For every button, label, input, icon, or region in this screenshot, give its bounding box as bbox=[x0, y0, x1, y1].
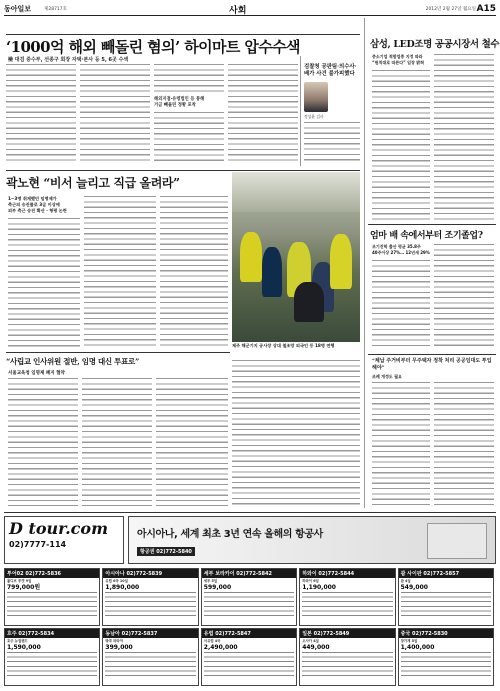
section-rule bbox=[6, 170, 360, 171]
tour-ad-phone: 아시아나 02)772-5839 bbox=[103, 569, 197, 578]
tour-ad-phone: 동남아 02)772-5837 bbox=[103, 629, 197, 638]
tour-ad-price: 1,890,000 bbox=[105, 583, 140, 591]
tour-ad-title: 세부 5일 bbox=[203, 579, 218, 583]
kwak-subhead: 1~3명 취재했던 임명제가 측근의 승진풀로 3급 이상에 외부 측근 승진 확산 · 형평 논란 bbox=[8, 196, 67, 213]
headline-rule bbox=[6, 34, 360, 35]
tour-ad-phone: 투어02 02)772-5836 bbox=[5, 569, 99, 578]
tour-ad-details bbox=[105, 652, 195, 678]
tour-ad-price: 449,000 bbox=[302, 643, 330, 651]
tour-ad-title: 오사카 4일 bbox=[302, 639, 319, 643]
spring-headline: 엄마 배 속에서부터 조기졸업? bbox=[370, 231, 483, 241]
tour-ad-details bbox=[302, 652, 392, 678]
tour-ad-details bbox=[7, 592, 97, 618]
tour-ad-title: 유럽 6국 10일 bbox=[105, 579, 128, 583]
tour-ad bbox=[102, 628, 198, 686]
tour-ad-price: 1,400,000 bbox=[400, 643, 435, 651]
protest-photo bbox=[232, 172, 360, 342]
tour-ad-details bbox=[401, 592, 491, 618]
tour-ad-details bbox=[401, 652, 491, 678]
main-headline: ‘1000억 해외 빼돌린 혐의’ 하이마트 압수수색 bbox=[6, 38, 300, 56]
kwak-col-3 bbox=[160, 196, 228, 348]
tour-ad-title: 괌 4일 bbox=[400, 579, 411, 583]
section-rule bbox=[6, 352, 230, 353]
dtour-logo: D tour.com bbox=[9, 519, 109, 538]
spring-subhead: 조기진학 출산 평균 35.8주 40주이상 27%… 12년새 29% bbox=[372, 244, 430, 255]
tour-ad-title: 장가계 5일 bbox=[400, 639, 418, 643]
right-divider bbox=[364, 18, 365, 508]
dtour-ad bbox=[4, 516, 124, 564]
tour-ad-phone: 유럽 02)772-5847 bbox=[202, 629, 296, 638]
spring-col-1 bbox=[372, 260, 430, 350]
author-portrait bbox=[304, 82, 328, 112]
banner-headline: 아시아나, 세계 최초 3년 연속 올해의 항공사 bbox=[137, 529, 323, 540]
dtour-phone: 02)7777-114 bbox=[9, 540, 67, 549]
spring-col-2 bbox=[434, 244, 494, 350]
banner-phone: 항공권 02)772-5840 bbox=[137, 547, 195, 556]
page-header bbox=[4, 2, 496, 16]
tour-ad-title: 방콕 파타야 bbox=[105, 639, 123, 643]
samsung-col-1 bbox=[372, 70, 430, 220]
tour-ad-grid bbox=[4, 568, 496, 688]
samsung-headline: 삼성, LED조명 공공시장서 철수 bbox=[370, 39, 500, 50]
tour-ad-phone: 호주 02)772-5834 bbox=[5, 629, 99, 638]
sidebar-text bbox=[304, 122, 360, 162]
paper-name: 동아일보 bbox=[4, 3, 32, 13]
photo-caption: 제주 해군기지 공사장 상대 철조망 외국인 등 18명 연행 bbox=[232, 343, 335, 348]
tour-ad bbox=[299, 628, 395, 686]
sidebar-column bbox=[304, 64, 360, 164]
tour-ad-phone: 하와이 02)772-5844 bbox=[300, 569, 394, 578]
author-name: 정성윤 검사 bbox=[304, 114, 324, 119]
rights-col-1 bbox=[372, 382, 430, 506]
tour-ad-price: 799,000원 bbox=[7, 583, 41, 591]
rights-headline: “체납 주거비부터 무주택자 정착 처리 공공임대도 투입해야” bbox=[372, 358, 492, 371]
tour-ad-phone: 괌 사이판 02)772-5857 bbox=[399, 569, 493, 578]
rights-subhead: 조례 개정도 필요 bbox=[372, 374, 402, 379]
section-title: 사회 bbox=[229, 6, 247, 16]
tour-ad-details bbox=[105, 592, 195, 618]
main-story-col-1 bbox=[6, 64, 76, 164]
samsung-subhead: 중소기업 적합업종 지정 따라 “원칙대로 따른다” 입장 밝혀 bbox=[372, 54, 424, 65]
tour-ad-price: 2,490,000 bbox=[203, 643, 238, 651]
tour-ad bbox=[201, 568, 297, 626]
tour-ad-price: 549,000 bbox=[400, 583, 428, 591]
tour-ad-title: 서유럽 4국 bbox=[203, 639, 221, 643]
tour-ad-phone: 일본 02)772-5849 bbox=[300, 629, 394, 638]
tour-ad bbox=[398, 628, 494, 686]
rights-col-2 bbox=[434, 382, 494, 506]
tour-ad-phone: 중국 02)772-5830 bbox=[399, 629, 493, 638]
personnel-col-1 bbox=[8, 378, 78, 506]
samsung-col-2 bbox=[434, 54, 494, 220]
tour-ad-price: 599,000 bbox=[203, 583, 232, 591]
photo-story-text bbox=[232, 360, 360, 506]
section-rule bbox=[368, 354, 496, 355]
kwak-col-1 bbox=[8, 218, 80, 348]
issue-number: 제28717호 bbox=[44, 6, 68, 12]
main-subhead: 檢 대검 중수부, 선종구 회장 자택·본사 등 5, 6곳 수색 bbox=[8, 57, 129, 63]
tour-ad bbox=[4, 628, 100, 686]
personnel-col-2 bbox=[82, 378, 152, 506]
tour-ad bbox=[201, 628, 297, 686]
tour-ad-phone: 세부 보라카이 02)772-5842 bbox=[202, 569, 296, 578]
tour-ad bbox=[398, 568, 494, 626]
tour-ad bbox=[102, 568, 198, 626]
main-story-col-2 bbox=[80, 64, 150, 164]
personnel-headline: “사립교 인사위원 절반, 임명 대신 투표로” bbox=[6, 357, 140, 366]
kwak-col-2 bbox=[84, 196, 156, 348]
tour-ad bbox=[4, 568, 100, 626]
personnel-col-3 bbox=[156, 378, 228, 506]
personnel-subhead: 서울교육청 임명제 폐지 협약 bbox=[8, 371, 65, 376]
issue-date: 2012년 2월 27일 월요일 bbox=[425, 6, 476, 12]
tour-ad-title: 호주 뉴질랜드 bbox=[7, 639, 28, 643]
section-rule bbox=[368, 224, 496, 225]
tour-ad-title: 하와이 6일 bbox=[302, 579, 319, 583]
main-story-col-4 bbox=[228, 64, 298, 164]
page-number: A15 bbox=[476, 3, 496, 14]
asiana-banner bbox=[128, 516, 496, 564]
tour-ad-details bbox=[302, 592, 392, 618]
tour-ad-price: 1,590,000 bbox=[7, 643, 41, 651]
column-divider bbox=[300, 56, 301, 166]
main-story-col-3: 해외지점·유령법인 등 통해 거금 빼돌린 정황 포착 bbox=[154, 64, 224, 164]
tour-ad bbox=[299, 568, 395, 626]
tour-ad-price: 1,190,000 bbox=[302, 583, 336, 591]
ad-rule bbox=[4, 512, 496, 513]
tour-ad-details bbox=[204, 652, 294, 678]
sidebar-headline: 검찰청 공판팀·의수사· 배가 사건 불가피했다 bbox=[304, 64, 357, 77]
asiana-logo bbox=[427, 523, 487, 559]
tour-ad-price: 399,000 bbox=[105, 643, 133, 651]
kwak-headline: 곽노현 “비서 늘리고 직급 올려라” bbox=[6, 176, 180, 190]
tour-ad-details bbox=[204, 592, 294, 618]
tour-ad-title: 몰디브 푸켓 9일 bbox=[7, 579, 32, 583]
tour-ad-details bbox=[7, 652, 97, 678]
